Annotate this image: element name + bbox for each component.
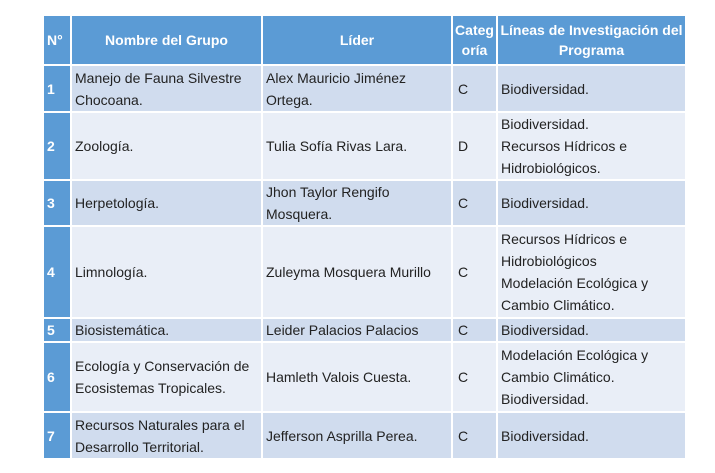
leader-cell-line: Leider Palacios Palacios — [266, 322, 419, 338]
table-row — [43, 318, 686, 342]
group-name-cell-line: Limnología. — [75, 264, 148, 280]
table-row — [43, 226, 686, 318]
header-research-lines-line: Programa — [558, 42, 625, 58]
research-lines-cell-line: Hidrobiológicos. — [501, 160, 601, 176]
group-name-cell — [71, 412, 262, 459]
category-cell: C — [452, 412, 497, 459]
leader-cell-line: Alex Mauricio Jiménez — [266, 69, 407, 86]
row-number: 6 — [43, 342, 71, 412]
row-number: 2 — [43, 112, 71, 180]
group-name-cell — [71, 226, 262, 318]
category-cell: D — [452, 112, 497, 180]
group-name-cell — [71, 65, 262, 112]
group-name-cell-line: Recursos Naturales para el — [75, 416, 245, 433]
row-number: 5 — [43, 318, 71, 342]
leader-cell — [262, 412, 452, 459]
header-research-lines-line: Líneas de Investigación del — [500, 22, 683, 38]
leader-cell — [262, 180, 452, 226]
group-name-cell — [71, 318, 262, 342]
category-cell: C — [452, 65, 497, 112]
header-category — [452, 15, 497, 65]
category-cell: C — [452, 342, 497, 412]
leader-cell-line: Zuleyma Mosquera Murillo — [266, 264, 431, 280]
header-leader: Líder — [262, 15, 452, 65]
research-lines-cell — [497, 412, 686, 459]
leader-cell-line: Tulia Sofía Rivas Lara. — [266, 138, 408, 154]
category-cell: C — [452, 226, 497, 318]
research-lines-cell-line: Cambio Climático. — [501, 297, 615, 313]
research-lines-cell — [497, 65, 686, 112]
group-name-cell-line: Ecología y Conservación de — [75, 358, 250, 374]
research-lines-cell-line: Cambio Climático. — [501, 369, 615, 385]
table-row — [43, 412, 686, 459]
leader-cell-line: Mosquera. — [266, 206, 333, 222]
research-lines-cell-line: Biodiversidad. — [501, 427, 589, 444]
research-lines-cell-line: Recursos Hídricos e — [501, 231, 628, 247]
research-groups-table — [42, 14, 687, 460]
group-name-cell-line: Desarrollo Territorial. — [75, 438, 204, 455]
leader-cell-line: Hamleth Valois Cuesta. — [266, 369, 412, 385]
research-lines-cell — [497, 342, 686, 412]
research-lines-cell — [497, 180, 686, 226]
group-name-cell-line: Chocoana. — [75, 91, 143, 108]
header-number: N° — [43, 15, 71, 65]
research-lines-cell-line: Modelación Ecológica y — [501, 275, 649, 291]
group-name-cell — [71, 112, 262, 180]
group-name-cell-line: Zoología. — [75, 138, 134, 154]
research-lines-cell-line: Biodiversidad. — [501, 322, 589, 338]
leader-cell — [262, 112, 452, 180]
research-lines-cell-line: Biodiversidad. — [501, 195, 589, 211]
group-name-cell — [71, 180, 262, 226]
research-lines-cell — [497, 226, 686, 318]
row-number: 4 — [43, 226, 71, 318]
research-lines-cell-line: Biodiversidad. — [501, 116, 589, 132]
leader-cell-line: Ortega. — [266, 91, 313, 108]
table-header — [43, 15, 686, 65]
header-row — [43, 15, 686, 65]
row-number: 1 — [43, 65, 71, 112]
leader-cell — [262, 342, 452, 412]
research-lines-cell — [497, 112, 686, 180]
research-lines-cell-line: Recursos Hídricos e — [501, 138, 628, 154]
table-row — [43, 65, 686, 112]
leader-cell — [262, 226, 452, 318]
leader-cell-line: Jefferson Asprilla Perea. — [266, 427, 418, 444]
research-lines-cell — [497, 318, 686, 342]
table-row — [43, 342, 686, 412]
category-cell: C — [452, 318, 497, 342]
leader-cell — [262, 318, 452, 342]
row-number: 3 — [43, 180, 71, 226]
table-row — [43, 180, 686, 226]
category-cell: C — [452, 180, 497, 226]
header-research-lines — [497, 15, 686, 65]
header-group-name: Nombre del Grupo — [71, 15, 262, 65]
research-lines-cell-line: Modelación Ecológica y — [501, 347, 649, 363]
header-category-line: oría — [461, 42, 488, 58]
research-lines-cell-line: Biodiversidad. — [501, 80, 589, 97]
leader-cell-line: Jhon Taylor Rengifo — [266, 184, 390, 200]
leader-cell — [262, 65, 452, 112]
group-name-cell-line: Ecosistemas Tropicales. — [75, 380, 226, 396]
research-lines-cell-line: Hidrobiológicos — [501, 253, 597, 269]
group-name-cell-line: Biosistemática. — [75, 322, 170, 338]
table-body — [43, 65, 686, 459]
row-number: 7 — [43, 412, 71, 459]
group-name-cell-line: Manejo de Fauna Silvestre — [75, 69, 242, 86]
group-name-cell-line: Herpetología. — [75, 195, 160, 211]
header-category-line: Categ — [455, 22, 494, 38]
research-lines-cell-line: Biodiversidad. — [501, 391, 589, 407]
table-row — [43, 112, 686, 180]
group-name-cell — [71, 342, 262, 412]
